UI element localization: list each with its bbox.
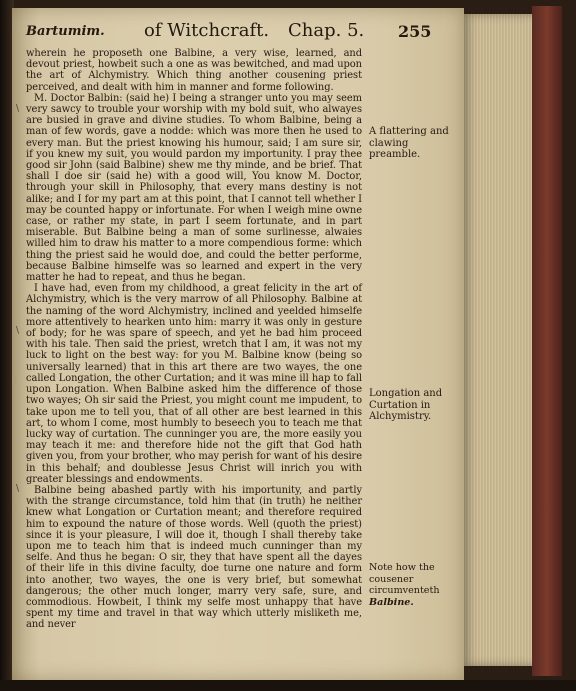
margin-note-text: A flattering and clawing preamble. [369, 126, 449, 160]
margin-mark: \ [16, 326, 20, 336]
page-edges [462, 14, 536, 666]
page-number: 255 [398, 22, 432, 41]
margin-note-text: Longation and Curtation in Alchymistry. [369, 388, 443, 422]
running-head-left: Bartumim. [26, 24, 105, 39]
margin-note [369, 562, 461, 608]
paragraph: wherein he proposeth one Balbine, a very wise, learned, and devout priest, howbeit such a one as was bewitched, and mad upon the art of Alchymistry. Which thing another cousening priest perceived, and dealt with him in manner and forme following. [26, 48, 362, 93]
margin-mark: \ [16, 104, 20, 114]
margin-note-text: Note how the cousener circumventeth [369, 562, 440, 596]
main-text-column [26, 48, 362, 631]
margin-mark: \ [16, 484, 20, 494]
margin-note [369, 126, 461, 161]
running-header [26, 18, 432, 44]
paragraph: Balbine being abashed partly with his importunity, and partly with the strange circumstance, told him that (in truth) he neither knew what Longation or Curtation meant; and therefore required him to expound the nature of those words. Well (quoth the priest) since it is your pleasure, I will doe it, though I shall thereby take upon me to teach him that is indeed much cunninger than my selfe. And thus he began: O sir, they that have spent all the dayes of their life in this divine faculty, doe turne one nature and form into another, two wayes, the one is very brief, but somewhat dangerous; the other much longer, marry very safe, sure, and commodious. Howbeit, I think my selfe most unhappy that have spent my time and travel in that way which utterly misliketh me, and never [26, 484, 362, 631]
running-title: of Witchcraft. [144, 20, 270, 41]
chapter-label: Chap. 5. [288, 20, 365, 41]
paragraph: M. Doctor Balbin: (said he) I being a stranger unto you may seem very sawcy to trouble your worship with my bold suit, who alwayes are busied in grave and divine studies. To whom Balbine, being a man of few words, gave a nodde: which was more then he used to every man. But the priest knowing his humour, said; I am sure sir, if you knew my suit, you would pardon my importunity. I pray thee good sir John (said Balbine) shew me thy minde, and be brief. That shall I doe sir (said he) with a good will, You know M. Doctor, through your skill in Philosophy, that every mans destiny is not alike; and I for my part am at this point, that I cannot tell whether I may be counted happy or infortunate. For when I weigh mine owne case, or rather my state, in part I seem fortunate, and in part miserable. But Balbine being a man of some surlinesse, alwaies willed him to draw his matter to a more compendious forme: which thing the priest said he would doe, and could the better performe, because Balbine himselfe was so learned and expert in the very matter he had to repeat, and thus he began. [26, 92, 362, 284]
margin-note-name: Balbine. [369, 596, 414, 608]
book-cover-board [532, 6, 562, 676]
table-surface [0, 680, 576, 691]
margin-note [369, 388, 461, 423]
printed-page [12, 8, 464, 680]
paragraph: I have had, even from my childhood, a great felicity in the art of Alchymistry, which is the very marrow of all Philosophy. Balbine at the naming of the word Alchymistry, inclined and yeelded himselfe more attentively to hearken unto him: marry it was only in gesture of body; for he was spare of speech, and yet he bad him proceed with his tale. Then said the priest, wretch that I am, it was not my luck to light on the best way: for you M. Balbine know (being so universally learned) that in this art there are two wayes, the one called Longation, the other Curtation; and it was mine ill hap to fall upon Longation. When Balbine asked him the difference of those two wayes; Oh sir said the Priest, you might count me impudent, to take upon me to tell you, that of all other are best learned in this art, to whom I come, most humbly to beseech you to teach me that lucky way of curtation. The cunninger you are, the more easily you may teach it me: and therefore hide not the gift that God hath given you, from your brother, who may perish for want of his desire in this behalf; and doublesse Jesus Christ will inrich you with greater blessings and endowments. [26, 283, 363, 485]
